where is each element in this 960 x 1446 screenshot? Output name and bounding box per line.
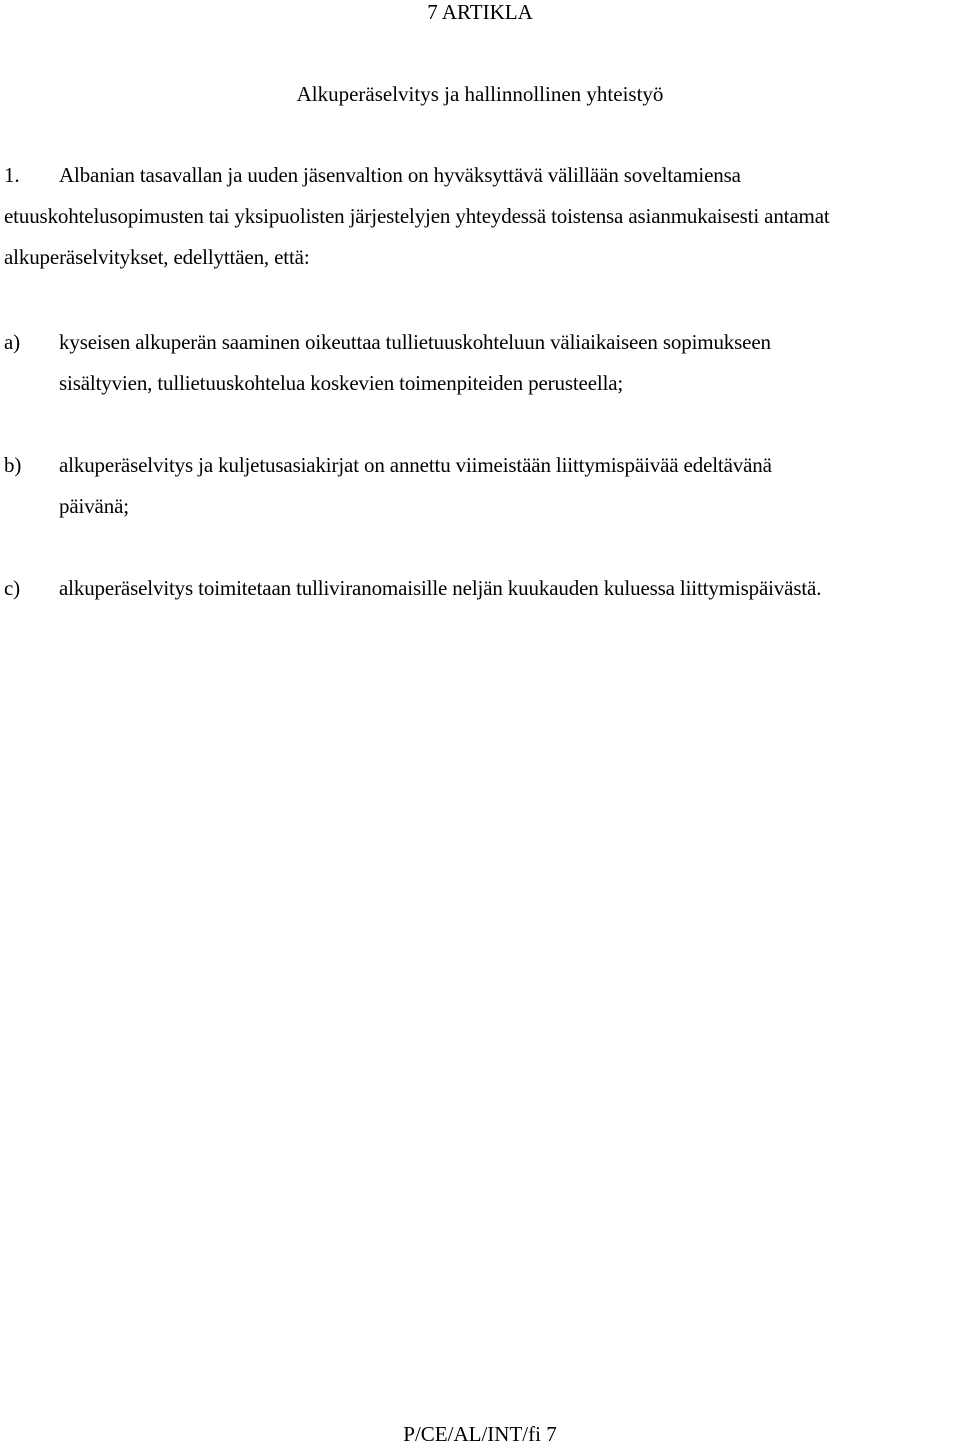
list-marker: a) xyxy=(4,330,21,354)
list-item-c xyxy=(4,576,960,617)
list-item-a-text-2: sisältyvien, tullietuuskohtelua koskevien toimenpiteiden perusteella; xyxy=(59,371,624,395)
list-item-a-text-1: kyseisen alkuperän saaminen oikeuttaa tullietuuskohteluun väliaikaiseen sopimukseen xyxy=(59,330,771,354)
paragraph-1-text-2: etuuskohtelusopimusten tai yksipuolisten järjestelyjen yhteydessä toistensa asianmukaisesti antamat xyxy=(4,204,830,228)
paragraph-number: 1. xyxy=(4,163,20,187)
paragraph-1-text-1: Albanian tasavallan ja uuden jäsenvaltion on hyväksyttävä välillään soveltamiensa xyxy=(59,163,741,187)
list-item-b-text-1: alkuperäselvitys ja kuljetusasiakirjat on annettu viimeistään liittymispäivää edeltävänä xyxy=(59,453,772,477)
article-subtitle: Alkuperäselvitys ja hallinnollinen yhteistyö xyxy=(296,82,664,106)
list-item-a xyxy=(4,330,960,412)
paragraph-1-line-1 xyxy=(4,163,960,204)
list-marker: c) xyxy=(4,576,21,600)
article-heading: 7 ARTIKLA xyxy=(427,0,533,24)
list-item-b-text-2: päivänä; xyxy=(59,494,129,518)
paragraph-1 xyxy=(4,163,960,286)
page-footer-reference: P/CE/AL/INT/fi 7 xyxy=(403,1422,557,1446)
list-marker: b) xyxy=(4,453,22,477)
list-item-b xyxy=(4,453,960,535)
list-item-c-text-1: alkuperäselvitys toimitetaan tulliviranomaisille neljän kuukauden kuluessa liittymispäivästä. xyxy=(59,576,822,600)
paragraph-1-text-3: alkuperäselvitykset, edellyttäen, että: xyxy=(4,245,310,269)
